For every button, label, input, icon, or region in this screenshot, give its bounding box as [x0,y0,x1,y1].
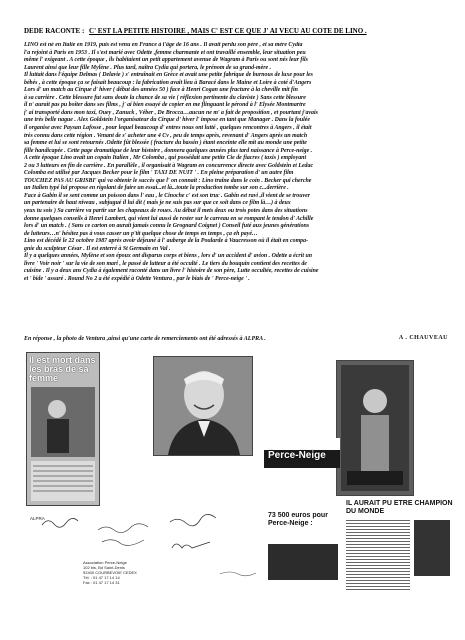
donation-caption: 73 500 euros pour Perce-Neige : [268,512,328,527]
story-line: Face à Gabin il se sent comme un poisson dans l' eau , le Cinoche c' est son truc . Gabin est ravi ,il vient de se trouver [24,192,311,199]
story-line: j' ai transporté dans mon taxi, Ouey , Zanuck , Véber , De Brocca…aucun ne m' a fait de proposition , et pourtant j'avais [24,109,318,116]
story-line: il n' aurait pas pu boîter dans ses films , j' ai bien essayé de copier en me flinguant le pérond à l' Elysée Montmartre [24,102,306,109]
story-line: TOUCHEZ PAS AU GRISBI' qui va obtenir le succès que l' on connait : Lino traîne dans le coin . Becker qui cherche [24,177,312,184]
stamp-label: ALPRA [30,516,45,521]
address-line: 92400 COURBEVOIE CEDEX [83,570,137,575]
story-line: de lutteurs…n' hésitez pas à vous casser un p'tit quelque chose de temps en temps , ça eh payé… [24,230,258,237]
story-line: gnie du sculpteur César . Il est enterré à St Germain en Val . [24,245,171,252]
story-line: Laurent ainsi que leur fille Mylène . Plus tard, naîtra Cydia qui portera, le prénom de sa grand-mère . [24,64,272,71]
leaflet-photo [268,544,338,580]
signature-scribble-4 [168,514,218,528]
story-line: bébés , à cette époque ça se faisait beaucoup : la fabrication avait lieu à Baracé dans le Maine et Loire à coté d'Angers [24,79,312,86]
story-line: Il luttait dans l'équipe Delmas ( Delavie ) s' entraînait en Grèce et avait une petite fabrique de burnous de luxe pour les [24,72,313,79]
address-line: Fax : 01 47 17 14 31 [83,580,120,585]
article-headline: IL AURAIT PU ÊTRE CHAMPION DU MONDE [346,500,453,515]
clipping-headline: Il est mort dans les bras de sa femme [29,355,96,383]
signature-scribble-6 [218,568,258,578]
signature-scribble-2 [96,522,150,534]
story-line: yeux tu sois ) Sa carrière va partir sur les chapeaux de roues. Au début il mets deux ou trois potes dans des situations [24,208,308,215]
portrait-photo [153,356,253,456]
header-lead: DEDE RACONTE : [24,27,85,35]
address-line: Tél. : 01 47 17 14 14 [83,575,120,580]
signature-scribble-5 [170,538,220,552]
story-line: à sa carrière . Cette blessure fut sans doute la chance de sa vie ( réflexion pertinente du claviste ) Sans cette blessure [24,94,306,101]
story-line: l'a rejoint à Paris en 1953 . Il s'est marié avec Odette ,femme charmante et ont travaillé ensemble, leur situation peu [24,49,306,56]
story-line: livre ' Voir noir ' sur la vie de son mari , le passé de lutteur a été occulté . Le tiers du bouquin contient des recettes de [24,260,307,267]
story-line: un Italien typé lui propose en rigolant de faire un essai...et là...toute la production tombe sur son c...derrière . [24,185,289,192]
story-line: lors d' un match . ( Sans ce carton on aurait jamais connu le Grognard Coignet ) Conseil futé aux jeunes générations [24,223,310,230]
newspaper-clipping-left [26,352,100,506]
story-line: même l' exigeant . A cette époque , ils habitaient un petit appartement avenue de Wagram à Paris ou sont nés leur fils [24,57,308,64]
newspaper-article-right [344,500,454,598]
story-line: Lors d' un match au Cirque d' hiver ( début des années 50 ) face à Henri Cogan une fracture à la cheville mit fin [24,87,298,94]
story-line: LINO est né en Italie en 1919, puis est venu en France à l'âge de 16 ans . Il avait perdu son père , et sa mère Cydia [24,42,303,48]
story-line: très connu dans cette région . Venant de s' acheter une 4 Cv , peu de temps après, revenant d' Angers après un match [24,132,308,139]
story-line: sa femme et lui se sont retournés .Odette fût blessée ( fracture du bassin ) étant enceinte elle mit au monde une petite [24,140,307,147]
article-text-lines [346,520,410,590]
signature-text: A . CHAUVEAU [398,335,448,341]
article-header [24,27,440,39]
address-block [83,560,143,585]
leaflet-title: Perce-Neige [268,450,326,461]
story-line: Colomba est utilisé par Jacques Becker pour le film ' TAXI DE NUIT ' . En pleine préparation d' un autre film [24,170,294,177]
address-line: Association Perce-Neige [83,560,127,565]
story-line: un partenaire de haut niveau , subjugué il lui dit ( mais je ne suis pas sur que ce soit dans ce film là…) à deux [24,200,291,207]
framed-photo-right [336,360,414,496]
article-photo [414,520,450,576]
closing-line [24,336,448,346]
address-line: 102 bis, Bd Saint-Denis [83,565,125,570]
signature-scribble-1 [40,515,80,529]
story-body [24,42,448,342]
story-line: cuisine . Il y a deux ans Cydia à également raconté dans un livre l' histoire de son père, Lutte occultée, recettes de cuisine [24,268,319,275]
closing-text: En réponse , la photo de Ventura ,ainsi qu'une carte de remerciements ont été adressés à ALPRA . [24,336,266,342]
story-line: fille handicapée . Cette page dramatique de leur histoire , donnera quelques années plus tard naissance à Perce-neige . [24,147,313,154]
portrait-shapes [154,357,252,455]
framed-photo-shapes [337,361,413,495]
story-line: A cette époque Lino avait un copain Italien , Mr Colomba , qui possédait une petite Cie de fiacres ( taxis ) employant [24,155,307,162]
clipping-photo-shapes [27,353,99,505]
story-line: il organise avec Paysan Lafosse , pour lequel beaucoup d' entres nous ont lutté , quelques rencontres à Angers , il était [24,125,312,132]
header-title: C' EST LA PETITE HISTOIRE , MAIS C' EST CE QUE J' AI VECU AU COTE DE LINO . [89,27,367,35]
story-line: Lino est décédé le 22 octobre 1987 après avoir déjeuné à l' auberge de la Poularde à Vaucresson où il était en compa- [24,238,309,245]
story-line: 2 ou 3 lutteurs en fin de carrière . En parallèle , il organisait à Wagram en concurrence directe avec Goldstein et Ledac [24,162,314,169]
story-line: donne quelques conseils à Henri Lambert, qui vient lui aussi de rester sur le carreau en se rompant le tendon d' Achille [24,215,314,222]
story-line: une très belle nague . Alex Goldstein l'organisateur du Cirque d' hiver l' impose en tant que Manager . Dans la foulée [24,117,310,124]
signature-scribble-3 [100,536,146,546]
story-line: Il y a quelques années, Mylène et son époux ont disparus corps et biens , lors d' un accident d' avion . Odette a écrit un [24,253,312,260]
story-line: et ' bide ' assuré . Round No 2 a été expédié à Odette Ventura , par le biais de ' Perce-neige ' . [24,275,250,282]
